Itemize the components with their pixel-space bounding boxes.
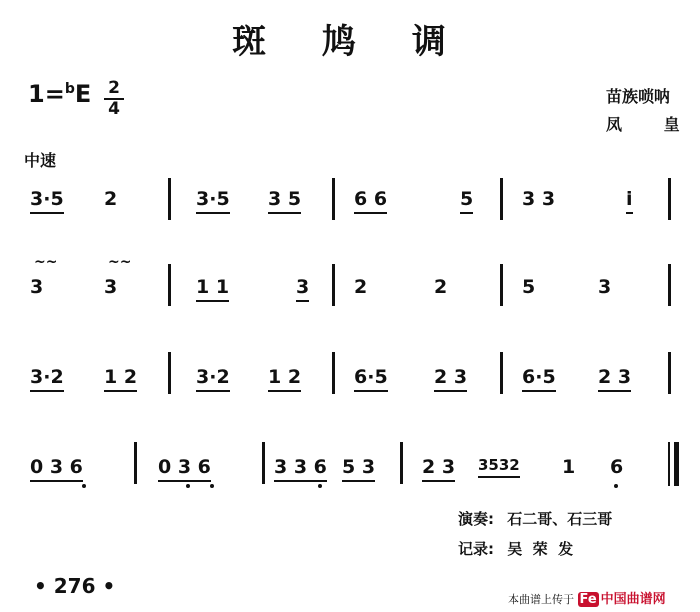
note-group: 1 <box>562 456 576 478</box>
note-group: 3 <box>104 276 118 298</box>
score-row-1 <box>0 176 700 232</box>
performers-names: 石二哥、石三哥 <box>507 510 613 528</box>
key-note: E <box>74 80 92 108</box>
page-title: 斑 鸠 调 <box>232 22 468 62</box>
instrument-label: 苗族唢呐 <box>606 87 671 106</box>
note-group: 3·2 <box>30 366 64 392</box>
lower-octave-dot <box>82 484 86 488</box>
note-group: 1 2 <box>268 366 301 392</box>
logo-mark: Fe <box>579 592 597 607</box>
note-group: 3532 <box>478 456 520 478</box>
bar-line <box>262 442 265 484</box>
bar-line <box>668 352 671 394</box>
bar-line <box>500 264 503 306</box>
recorder-line <box>458 538 573 559</box>
footer-text: 本曲谱上传于 <box>508 593 574 606</box>
note-group: 6 6 <box>354 188 387 214</box>
performers-line <box>458 508 612 529</box>
lower-octave-dot <box>614 484 618 488</box>
note-group: 3·5 <box>30 188 64 214</box>
tempo-marking: 中速 <box>24 151 57 170</box>
note-group: 2 <box>434 276 448 298</box>
note-group: 6 <box>610 456 624 478</box>
bar-line <box>168 178 171 220</box>
ornament-mark: ~~ <box>108 254 132 270</box>
note-group: 3·5 <box>196 188 230 214</box>
note-group: 3 3 <box>522 188 556 210</box>
lower-octave-dot <box>210 484 214 488</box>
recorder-name: 吴 荣 发 <box>507 540 574 558</box>
note-group: 0 3 6 <box>158 456 211 482</box>
bar-line <box>668 264 671 306</box>
note-group: 0 3 6 <box>30 456 83 482</box>
key-base: 1= <box>28 80 65 108</box>
bar-line <box>332 352 335 394</box>
recorder-label: 记录: <box>458 540 494 558</box>
note-group: 3 <box>598 276 612 298</box>
ornament-mark: ~~ <box>34 254 58 270</box>
note-group: 5 <box>460 188 473 214</box>
score-row-4 <box>0 440 700 496</box>
note-group: i <box>626 188 633 214</box>
performers-label: 演奏: <box>458 510 494 528</box>
note-group: 3·2 <box>196 366 230 392</box>
site-logo <box>578 588 666 607</box>
origin-label: 凤 皇 <box>606 115 698 134</box>
note-group: 1 2 <box>104 366 137 392</box>
lower-octave-dot <box>318 484 322 488</box>
note-group: 5 3 <box>342 456 375 482</box>
meter-bottom: 4 <box>108 99 120 119</box>
page-number: • 276 • <box>34 574 116 598</box>
bar-line <box>168 264 171 306</box>
lower-octave-dot <box>186 484 190 488</box>
note-group: 3 <box>30 276 44 298</box>
bar-line <box>332 178 335 220</box>
bar-line <box>500 352 503 394</box>
final-bar-thick <box>674 442 679 486</box>
note-group: 1 1 <box>196 276 229 302</box>
note-group: 3 5 <box>268 188 301 214</box>
note-group: 5 <box>522 276 536 298</box>
bar-line <box>400 442 403 484</box>
score-row-2 <box>0 254 700 318</box>
note-group: 6·5 <box>354 366 388 392</box>
note-group: 3 3 6 <box>274 456 327 482</box>
flat-sign: b <box>64 81 75 97</box>
note-group: 3 <box>296 276 309 302</box>
logo-text: 中国曲谱网 <box>600 592 666 607</box>
meter-top: 2 <box>108 78 120 98</box>
note-group: 2 3 <box>598 366 631 392</box>
bar-line <box>168 352 171 394</box>
note-group: 2 <box>354 276 368 298</box>
score-row-3 <box>0 350 700 406</box>
note-group: 2 3 <box>422 456 455 482</box>
note-group: 2 3 <box>434 366 467 392</box>
final-bar-thin <box>668 442 670 486</box>
key-signature <box>28 80 91 108</box>
time-signature <box>104 80 124 118</box>
bar-line <box>134 442 137 484</box>
bar-line <box>332 264 335 306</box>
bar-line <box>500 178 503 220</box>
footer-watermark <box>508 588 666 607</box>
note-group: 6·5 <box>522 366 556 392</box>
note-group: 2 <box>104 188 118 210</box>
bar-line <box>668 178 671 220</box>
